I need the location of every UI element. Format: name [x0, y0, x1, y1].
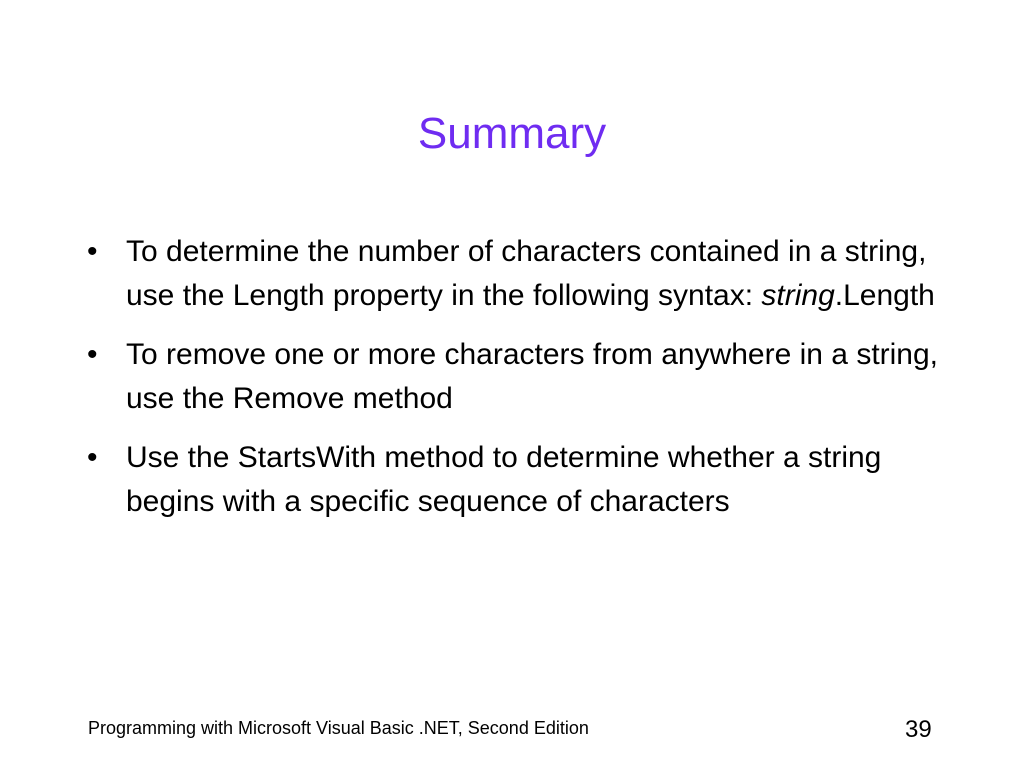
slide-title: Summary: [417, 109, 607, 158]
bullet-item-startswith: [85, 436, 955, 524]
bullet-text: To remove one or more characters from anywhere in a string, use the Remove method: [126, 338, 939, 415]
bullet-italic-text: string: [761, 279, 835, 312]
bullet-item-length: [85, 230, 955, 318]
bullet-icon: •: [87, 235, 98, 268]
bullet-icon: •: [87, 441, 98, 474]
bullet-list: [85, 230, 955, 539]
bullet-item-remove: [85, 333, 955, 421]
footer-text: Programming with Microsoft Visual Basic .NET, Second Edition: [88, 718, 589, 738]
bullet-icon: •: [87, 338, 98, 371]
page-number: 39: [905, 716, 932, 743]
bullet-suffix-text: .Length: [834, 279, 935, 312]
bullet-text: Use the StartsWith method to determine whether a string begins with a specific sequence of characters: [126, 441, 882, 518]
bullet-text: To determine the number of characters contained in a string, use the Length property in the following syntax:: [126, 235, 927, 312]
